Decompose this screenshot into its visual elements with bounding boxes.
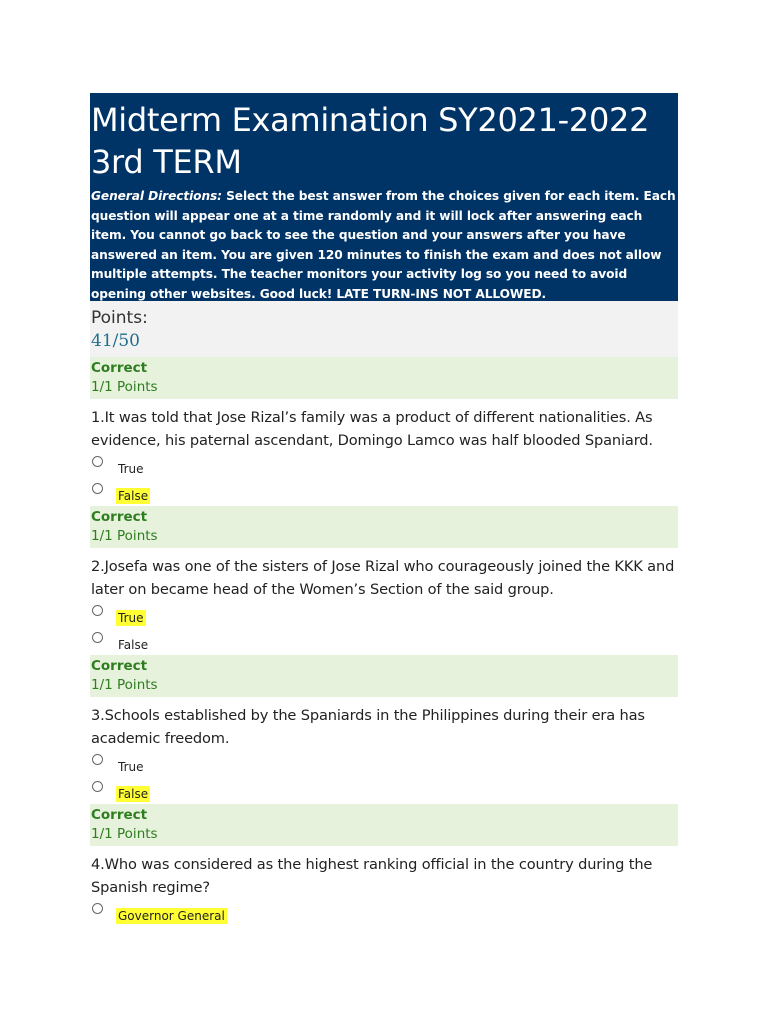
radio-button-icon[interactable] [92,483,103,494]
radio-button-icon[interactable] [92,781,103,792]
answer-option[interactable] [91,899,678,926]
general-directions [91,187,676,304]
result-status: Correct [91,360,148,376]
question-text: 1.It was told that Jose Rizal’s family was a product of different nationalities. As evidence, his paternal ascendant, Domingo Lamco was half blooded Spaniard. [91,409,653,449]
answer-option[interactable] [91,452,678,479]
result-status: Correct [91,807,148,823]
option-label: True [118,462,144,476]
score-label: Points: [91,308,148,328]
directions-text: Select the best answer from the choices given for each item. Each question will appear one at a time randomly and it will lock after answering each item. You cannot go back to see the question and your answers after you have answered an item. You are given 120 minutes to finish the exam and does not allow multiple attempts. The teacher monitors your activity log so you need to avoid opening other websites. Good luck! LATE TURN-INS NOT ALLOWED. [91,189,676,301]
score-summary [90,301,678,357]
exam-content [90,93,678,926]
answer-option[interactable] [91,601,678,628]
result-points: 1/1 Points [91,677,158,693]
score-value: 41/50 [91,331,140,351]
option-label-selected: Governor General [118,909,225,923]
option-label: True [118,760,144,774]
option-label-selected: False [118,787,149,801]
option-label-selected: False [118,489,149,503]
radio-button-icon[interactable] [92,754,103,765]
result-status: Correct [91,658,148,674]
question-result [90,655,678,697]
question-item [90,399,678,506]
exam-header [90,93,678,301]
question-text: 4.Who was considered as the highest ranking official in the country during the Spanish regime? [91,856,653,896]
question-item [90,697,678,804]
result-points: 1/1 Points [91,528,158,544]
result-status: Correct [91,509,148,525]
question-result [90,506,678,548]
answer-option[interactable] [91,479,678,506]
result-points: 1/1 Points [91,379,158,395]
question-item [90,548,678,655]
radio-button-icon[interactable] [92,456,103,467]
question-result [90,804,678,846]
answer-option[interactable] [91,777,678,804]
result-points: 1/1 Points [91,826,158,842]
exam-title: Midterm Examination SY2021-2022 3rd TERM [91,101,650,181]
radio-button-icon[interactable] [92,632,103,643]
question-text: 3.Schools established by the Spaniards in the Philippines during their era has academic freedom. [91,707,645,747]
question-item [90,846,678,926]
answer-option[interactable] [91,628,678,655]
option-label-selected: True [118,611,144,625]
answer-option[interactable] [91,750,678,777]
radio-button-icon[interactable] [92,605,103,616]
question-text: 2.Josefa was one of the sisters of Jose Rizal who courageously joined the KKK and later on became head of the Women’s Section of the said group. [91,558,675,598]
directions-label: General Directions: [91,189,222,203]
question-result [90,357,678,399]
option-label: False [118,638,149,652]
radio-button-icon[interactable] [92,903,103,914]
